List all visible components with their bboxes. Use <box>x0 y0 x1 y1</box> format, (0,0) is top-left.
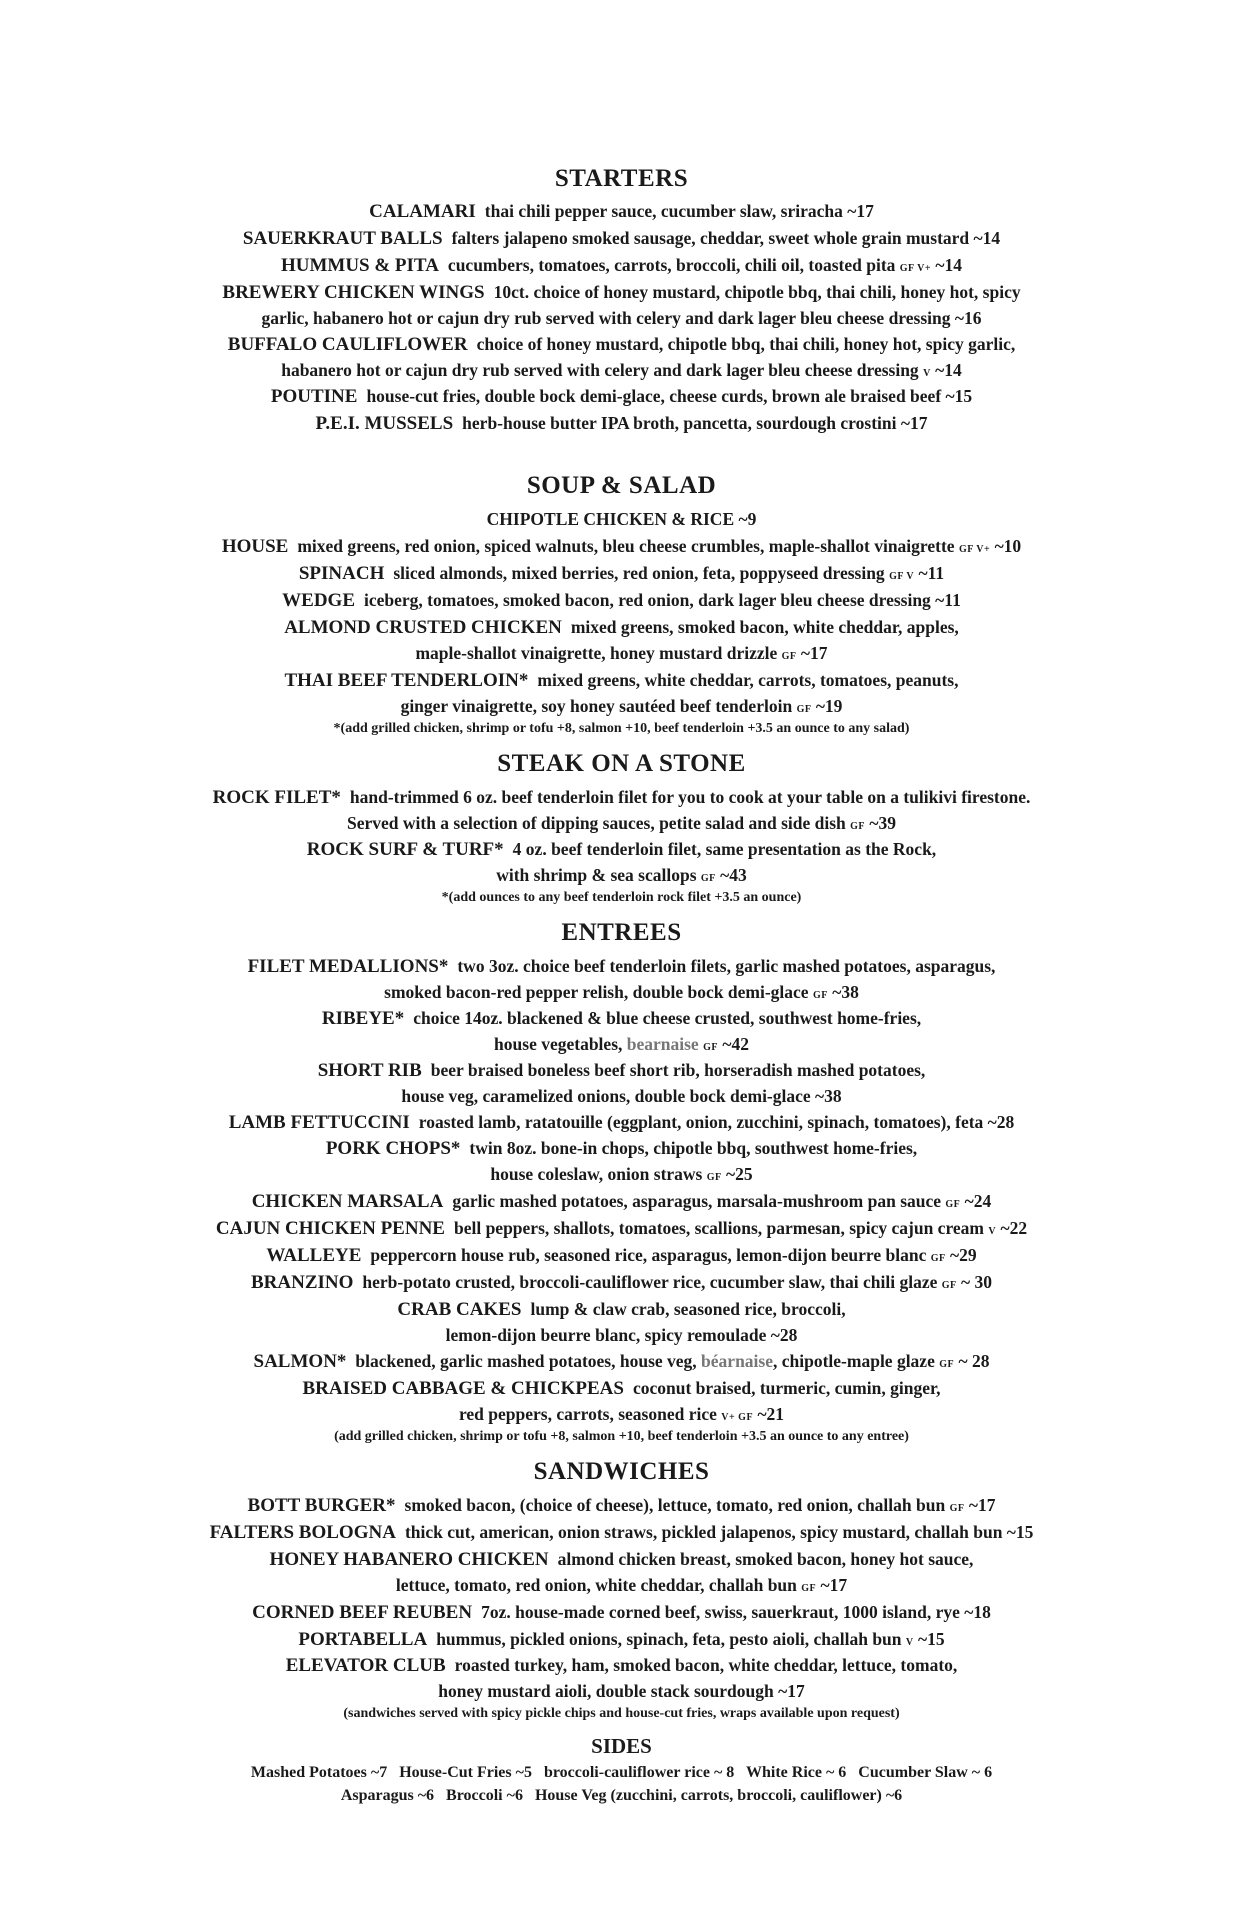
menu-item-short-rib-cont: house veg, caramelized onions, double bock demi-glace ~38 <box>401 1086 842 1106</box>
item-desc: thick cut, american, onion straws, pickled jalapenos, spicy mustard, challah bun ~15 <box>404 1522 1034 1542</box>
item-name: SPINACH <box>298 563 385 584</box>
diet-tag: V <box>988 1226 997 1237</box>
soup-of-day: CHIPOTLE CHICKEN & RICE ~9 <box>486 509 757 529</box>
menu-item-rock-filet-cont <box>0 811 1243 839</box>
item-desc: beer braised boneless beef short rib, horseradish mashed potatoes, <box>430 1060 926 1080</box>
item-name: WALLEYE <box>266 1245 362 1266</box>
item-desc: twin 8oz. bone-in chops, chipotle bbq, southwest home-fries, <box>469 1138 918 1158</box>
menu-item-pork-chops <box>0 1136 1243 1161</box>
item-desc: habanero hot or cajun dry rub served with celery and dark lager bleu cheese dressing <box>281 360 919 380</box>
diet-tag: GF <box>796 704 812 715</box>
item-name: CAJUN CHICKEN PENNE <box>215 1218 445 1239</box>
diet-tag: V <box>923 368 931 379</box>
item-name: ELEVATOR CLUB <box>285 1655 446 1676</box>
menu-item-cajun-penne <box>0 1216 1243 1244</box>
diet-tag: GF <box>850 821 866 832</box>
item-name: ROCK SURF & TURF* <box>306 839 504 860</box>
item-desc: hand-trimmed 6 oz. beef tenderloin filet for you to cook at your table on a tulikivi firestone. <box>349 787 1031 807</box>
menu-item-almond-chicken <box>0 615 1243 640</box>
item-desc: house vegetables, <box>494 1034 623 1054</box>
entree-addon-note: (add grilled chicken, shrimp or tofu +8, salmon +10, beef tenderloin +3.5 an ounce to any entree) <box>334 1429 909 1444</box>
item-price: ~10 <box>994 536 1022 556</box>
item-desc: hummus, pickled onions, spinach, feta, pesto aioli, challah bun <box>436 1629 902 1649</box>
menu-item-short-rib <box>0 1058 1243 1083</box>
item-desc: house-cut fries, double bock demi-glace, cheese curds, brown ale braised beef ~15 <box>366 386 973 406</box>
menu-item-lamb-fettuccini <box>0 1110 1243 1135</box>
menu-item-bott-burger <box>0 1493 1243 1521</box>
diet-tag: V+ GF <box>721 1412 754 1423</box>
item-desc: herb-potato crusted, broccoli-cauliflower rice, cucumber slaw, thai chili glaze <box>362 1272 938 1292</box>
menu-item-filet-medallions-cont <box>0 980 1243 1008</box>
menu-item-wings <box>0 280 1243 305</box>
item-price: ~17 <box>800 643 828 663</box>
menu-item-honey-habanero <box>0 1547 1243 1572</box>
menu-item-falters-bologna <box>0 1520 1243 1545</box>
item-price: ~39 <box>869 813 897 833</box>
item-price: ~43 <box>720 865 747 885</box>
diet-tag: GF <box>700 873 716 884</box>
item-price: ~17 <box>968 1495 996 1515</box>
item-desc: ginger vinaigrette, soy honey sautéed beef tenderloin <box>400 696 793 716</box>
item-name: BOTT BURGER* <box>247 1495 396 1516</box>
item-name: PORK CHOPS* <box>325 1138 461 1159</box>
sides-heading: SIDES <box>591 1734 652 1758</box>
menu-item-elevator-club <box>0 1653 1243 1678</box>
item-name: FALTERS BOLOGNA <box>209 1522 396 1543</box>
diet-tag: GF <box>930 1253 946 1264</box>
item-name: BRAISED CABBAGE & CHICKPEAS <box>302 1378 624 1399</box>
item-name: POUTINE <box>270 386 358 407</box>
menu-item-thai-beef-cont <box>0 694 1243 722</box>
menu-item-pork-chops-cont <box>0 1162 1243 1190</box>
menu-item-walleye <box>0 1243 1243 1271</box>
item-name: SHORT RIB <box>317 1060 422 1081</box>
diet-tag: GF <box>781 651 797 662</box>
item-desc: lump & claw crab, seasoned rice, broccoli, <box>530 1299 846 1319</box>
item-desc: sliced almonds, mixed berries, red onion, feta, poppyseed dressing <box>393 563 885 583</box>
item-sauce: bearnaise <box>626 1034 699 1054</box>
menu-item-surf-turf-cont <box>0 863 1243 891</box>
item-desc: smoked bacon, (choice of cheese), lettuce, tomato, red onion, challah bun <box>404 1495 946 1515</box>
menu-item-wedge-salad <box>0 588 1243 613</box>
menu-item-thai-beef <box>0 668 1243 693</box>
diet-tag: GF <box>945 1199 961 1210</box>
menu-item-hummus <box>0 253 1243 281</box>
item-price: ~25 <box>726 1164 753 1184</box>
item-desc: with shrimp & sea scallops <box>496 865 697 885</box>
item-desc: roasted turkey, ham, smoked bacon, white cheddar, lettuce, tomato, <box>454 1655 958 1675</box>
item-name: PORTABELLA <box>298 1629 428 1650</box>
menu-item-filet-medallions <box>0 954 1243 979</box>
sandwiches-heading: SANDWICHES <box>533 1458 710 1485</box>
item-price: ~14 <box>935 255 963 275</box>
item-desc: house coleslaw, onion straws <box>490 1164 703 1184</box>
item-name: RIBEYE* <box>321 1008 405 1029</box>
soup-salad-heading: SOUP & SALAD <box>526 472 717 499</box>
diet-tag: GF <box>939 1359 955 1370</box>
item-desc: 10ct. choice of honey mustard, chipotle bbq, thai chili, honey hot, spicy <box>493 282 1021 302</box>
item-desc: roasted lamb, ratatouille (eggplant, onion, zucchini, spinach, tomatoes), feta ~28 <box>418 1112 1015 1132</box>
item-price: ~22 <box>1000 1218 1028 1238</box>
item-desc: iceberg, tomatoes, smoked bacon, red onion, dark lager bleu cheese dressing ~11 <box>364 590 961 610</box>
item-desc: coconut braised, turmeric, cumin, ginger, <box>632 1378 941 1398</box>
menu-item-honey-habanero-cont <box>0 1573 1243 1601</box>
menu-item-braised-cabbage <box>0 1376 1243 1401</box>
diet-tag: GF <box>949 1503 965 1514</box>
item-desc: choice of honey mustard, chipotle bbq, thai chili, honey hot, spicy garlic, <box>476 334 1016 354</box>
item-desc: red peppers, carrots, seasoned rice <box>458 1404 717 1424</box>
diet-tag: GF <box>703 1042 718 1053</box>
diet-tag: V <box>905 1637 914 1648</box>
item-price: ~42 <box>722 1034 749 1054</box>
item-price: ~24 <box>964 1191 992 1211</box>
item-desc: mixed greens, red onion, spiced walnuts, bleu cheese crumbles, maple-shallot vinaigrette <box>297 536 955 556</box>
entrees-heading: ENTREES <box>561 919 682 946</box>
item-desc: herb-house butter IPA broth, pancetta, sourdough crostini ~17 <box>462 413 928 433</box>
item-name: WEDGE <box>282 590 356 611</box>
diet-tag: GF <box>706 1172 722 1183</box>
salad-addon-note: *(add grilled chicken, shrimp or tofu +8, salmon +10, beef tenderloin +3.5 an ounce to any salad) <box>333 721 910 736</box>
item-price: ~11 <box>918 563 945 583</box>
menu-item-chicken-marsala <box>0 1189 1243 1217</box>
menu-item-portabella <box>0 1627 1243 1655</box>
item-price: ~38 <box>832 982 859 1002</box>
item-desc: blackened, garlic mashed potatoes, house veg, <box>355 1351 697 1371</box>
menu-item-house-salad <box>0 534 1243 562</box>
steak-heading: STEAK ON A STONE <box>497 750 746 777</box>
steak-addon-note: *(add ounces to any beef tenderloin rock filet +3.5 an ounce) <box>441 890 802 905</box>
item-name: SALMON* <box>253 1351 347 1372</box>
item-name: BRANZINO <box>250 1272 354 1293</box>
item-name: BREWERY CHICKEN WINGS <box>222 282 485 303</box>
item-name: CORNED BEEF REUBEN <box>252 1602 473 1623</box>
menu-item-crab-cakes <box>0 1297 1243 1322</box>
item-desc: falters jalapeno smoked sausage, cheddar, sweet whole grain mustard ~14 <box>451 228 1001 248</box>
sandwich-note: (sandwiches served with spicy pickle chips and house-cut fries, wraps available upon request) <box>343 1706 900 1721</box>
item-price: ~14 <box>935 360 962 380</box>
diet-tag: GF V <box>889 571 915 582</box>
item-desc: almond chicken breast, smoked bacon, honey hot sauce, <box>557 1549 974 1569</box>
item-desc: cucumbers, tomatoes, carrots, broccoli, chili oil, toasted pita <box>447 255 896 275</box>
item-name: HONEY HABANERO CHICKEN <box>269 1549 549 1570</box>
diet-tag: GF V+ <box>958 544 991 555</box>
menu-item-reuben <box>0 1600 1243 1625</box>
item-price: ~21 <box>757 1404 785 1424</box>
item-name: SAUERKRAUT BALLS <box>242 228 443 249</box>
item-sauce: béarnaise <box>701 1351 773 1371</box>
item-price: ~15 <box>918 1629 945 1649</box>
diet-tag: GF <box>812 990 828 1001</box>
menu-item-ribeye <box>0 1006 1243 1031</box>
menu-item-poutine <box>0 384 1243 409</box>
item-name: CHICKEN MARSALA <box>251 1191 444 1212</box>
item-desc: Served with a selection of dipping sauces, petite salad and side dish <box>346 813 846 833</box>
menu-item-wings-cont: garlic, habanero hot or cajun dry rub served with celery and dark lager bleu cheese dressing ~16 <box>261 308 982 328</box>
item-desc: choice 14oz. blackened & blue cheese crusted, southwest home-fries, <box>413 1008 922 1028</box>
item-name: HUMMUS & PITA <box>280 255 439 276</box>
item-price: ~17 <box>820 1575 848 1595</box>
menu-item-surf-turf <box>0 837 1243 862</box>
item-price: ~19 <box>815 696 843 716</box>
menu-item-ribeye-cont <box>0 1032 1243 1060</box>
item-desc: mixed greens, smoked bacon, white cheddar, apples, <box>570 617 959 637</box>
item-name: BUFFALO CAULIFLOWER <box>227 334 468 355</box>
item-name: P.E.I. MUSSELS <box>315 413 454 434</box>
menu-item-braised-cabbage-cont <box>0 1402 1243 1430</box>
menu-item-salmon <box>0 1349 1243 1377</box>
menu-item-mussels <box>0 411 1243 436</box>
item-name: CALAMARI <box>369 201 476 222</box>
diet-tag: GF V+ <box>899 263 932 274</box>
item-desc: thai chili pepper sauce, cucumber slaw, sriracha ~17 <box>484 201 874 221</box>
menu-item-branzino <box>0 1270 1243 1298</box>
sides-line-2: Asparagus ~6 Broccoli ~6 House Veg (zucchini, carrots, broccoli, cauliflower) ~6 <box>340 1787 903 1804</box>
item-desc: two 3oz. choice beef tenderloin filets, garlic mashed potatoes, asparagus, <box>457 956 996 976</box>
diet-tag: GF <box>801 1583 817 1594</box>
item-price: ~ 28 <box>958 1351 990 1371</box>
item-desc: maple-shallot vinaigrette, honey mustard drizzle <box>415 643 778 663</box>
item-desc: lettuce, tomato, red onion, white cheddar, challah bun <box>395 1575 797 1595</box>
item-name: CRAB CAKES <box>397 1299 522 1320</box>
diet-tag: GF <box>941 1280 957 1291</box>
menu-item-spinach-salad <box>0 561 1243 589</box>
item-name: THAI BEEF TENDERLOIN* <box>284 670 529 691</box>
menu-item-crab-cakes-cont: lemon-dijon beurre blanc, spicy remoulade ~28 <box>445 1325 798 1345</box>
item-desc: smoked bacon-red pepper relish, double bock demi-glace <box>384 982 809 1002</box>
menu-item-elevator-club-cont: honey mustard aioli, double stack sourdough ~17 <box>438 1681 805 1701</box>
menu-item-calamari <box>0 199 1243 224</box>
item-desc: bell peppers, shallots, tomatoes, scallions, parmesan, spicy cajun cream <box>453 1218 984 1238</box>
item-desc: 4 oz. beef tenderloin filet, same presentation as the Rock, <box>512 839 937 859</box>
item-desc: peppercorn house rub, seasoned rice, asparagus, lemon-dijon beurre blanc <box>370 1245 927 1265</box>
menu-item-sauerkraut-balls <box>0 226 1243 251</box>
item-name: FILET MEDALLIONS* <box>247 956 449 977</box>
menu-item-buffalo-cauliflower-cont <box>0 358 1243 386</box>
item-desc: 7oz. house-made corned beef, swiss, sauerkraut, 1000 island, rye ~18 <box>481 1602 991 1622</box>
menu-item-almond-chicken-cont <box>0 641 1243 669</box>
item-desc: garlic mashed potatoes, asparagus, marsala-mushroom pan sauce <box>452 1191 942 1211</box>
item-price: ~29 <box>950 1245 977 1265</box>
menu-item-rock-filet <box>0 785 1243 810</box>
item-desc: mixed greens, white cheddar, carrots, tomatoes, peanuts, <box>537 670 959 690</box>
menu-item-buffalo-cauliflower <box>0 332 1243 357</box>
item-name: LAMB FETTUCCINI <box>228 1112 410 1133</box>
item-name: ROCK FILET* <box>212 787 341 808</box>
item-price: ~ 30 <box>961 1272 992 1292</box>
item-name: HOUSE <box>221 536 289 557</box>
item-name: ALMOND CRUSTED CHICKEN <box>284 617 562 638</box>
item-desc-rest: , chipotle-maple glaze <box>773 1351 935 1371</box>
starters-heading: STARTERS <box>554 165 689 192</box>
sides-line-1: Mashed Potatoes ~7 House-Cut Fries ~5 broccoli-cauliflower rice ~ 8 White Rice ~ 6 Cucumber Slaw ~ 6 <box>250 1764 993 1781</box>
